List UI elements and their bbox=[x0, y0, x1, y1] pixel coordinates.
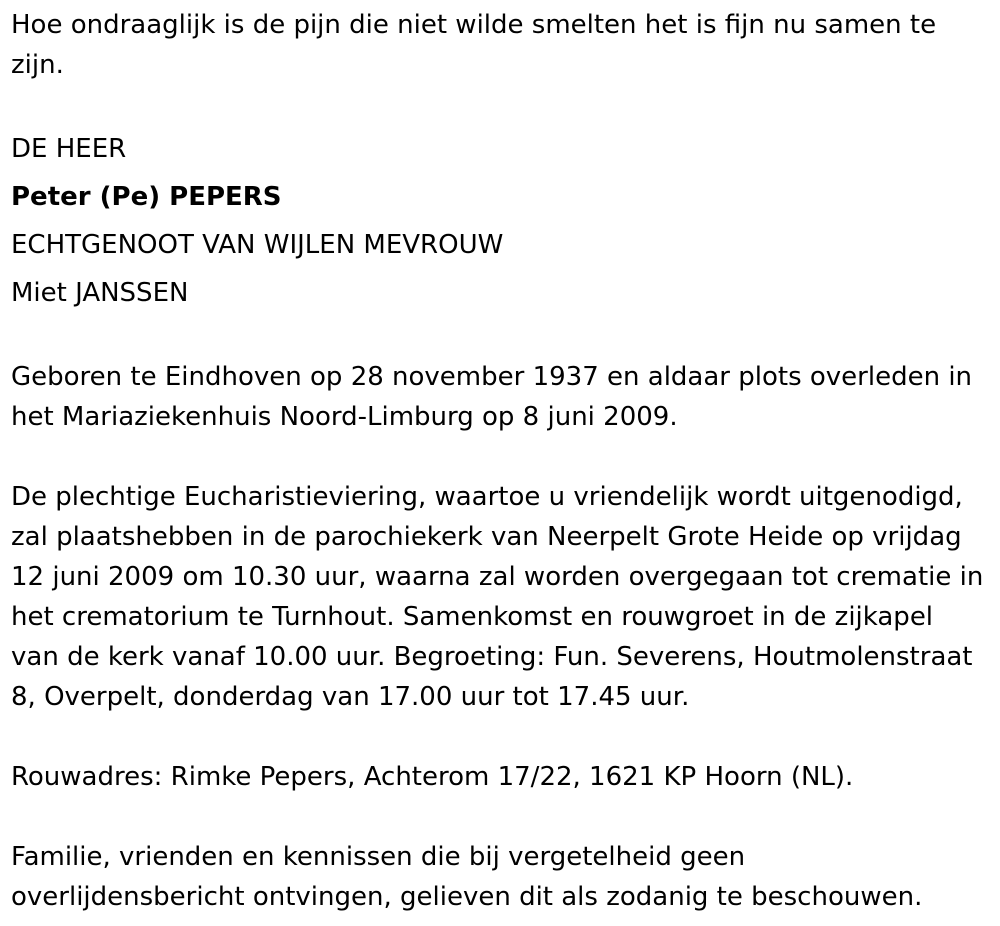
ceremony-paragraph: De plechtige Eucharistieviering, waartoe u vriendelijk wordt uitgenodigd, zal plaatshebben in de parochiekerk van Neerpelt Grote Heide op vrijdag 12 juni 2009 om 10.30 uur, waarna zal worden overgegaan tot crematie in het crematorium te Turnhout. Samenkomst en rouwgroet in de zijkapel van de kerk vanaf 10.00 uur. Begroeting: Fun. Severens, Houtmolenstraat 8, Overpelt, donderdag van 17.00 uur tot 17.45 uur. bbox=[11, 482, 984, 712]
obituary-notice bbox=[11, 5, 986, 917]
spacer bbox=[11, 797, 986, 837]
spacer bbox=[11, 717, 986, 757]
spacer bbox=[11, 85, 986, 125]
mourning-address: Rouwadres: Rimke Pepers, Achterom 17/22, 1621 KP Hoorn (NL). bbox=[11, 762, 854, 792]
spouse-name: Miet JANSSEN bbox=[11, 278, 189, 308]
closing-note: Familie, vrienden en kennissen die bij vergetelheid geen overlijdensbericht ontvingen, gelieven dit als zodanig te beschouwen. bbox=[11, 842, 923, 912]
spouse-intro: ECHTGENOOT VAN WIJLEN MEVROUW bbox=[11, 230, 504, 260]
spacer bbox=[11, 437, 986, 477]
spacer bbox=[11, 317, 986, 357]
birth-death-paragraph: Geboren te Eindhoven op 28 november 1937 en aldaar plots overleden in het Mariaziekenhuis Noord-Limburg op 8 juni 2009. bbox=[11, 362, 973, 432]
title-line: DE HEER bbox=[11, 134, 127, 164]
intro-quote: Hoe ondraaglijk is de pijn die niet wilde smelten het is fijn nu samen te zijn. bbox=[11, 10, 937, 80]
deceased-block bbox=[11, 125, 986, 317]
deceased-name: Peter (Pe) PEPERS bbox=[11, 182, 282, 212]
